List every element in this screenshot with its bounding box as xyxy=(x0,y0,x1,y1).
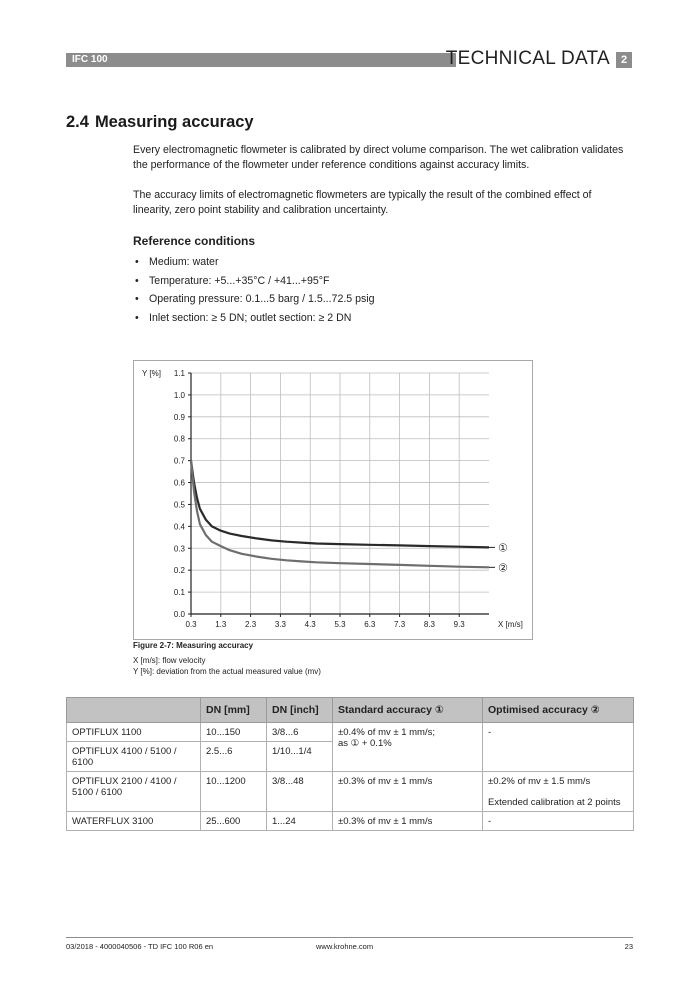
intro-paragraph-1: Every electromagnetic flowmeter is calibrated by direct volume comparison. The wet calibration validates the performance of the flowmeter under reference conditions against accuracy limits. xyxy=(133,144,624,171)
table-cell: 10...1200 xyxy=(201,772,267,812)
reference-conditions-heading: Reference conditions xyxy=(133,234,256,248)
accuracy-table xyxy=(66,697,634,831)
x-tick-label: 3.3 xyxy=(274,620,286,629)
footer-page-number: 23 xyxy=(624,942,633,951)
y-tick-label: 0.2 xyxy=(173,566,185,576)
table-cell: - xyxy=(483,723,634,772)
standard-accuracy-line: as ① + 0.1% xyxy=(338,738,392,749)
table-cell: 1...24 xyxy=(267,812,333,831)
footer-divider xyxy=(66,937,633,938)
y-tick-label: 0.8 xyxy=(173,434,185,444)
figure-legend-x: X [m/s]: flow velocity xyxy=(133,656,206,665)
table-cell: OPTIFLUX 2100 / 4100 / 5100 / 6100 xyxy=(67,772,201,812)
table-row xyxy=(67,772,634,812)
table-row xyxy=(67,723,634,742)
page-header xyxy=(66,48,632,69)
table-cell: OPTIFLUX 1100 xyxy=(67,723,201,742)
intro-paragraph-2: The accuracy limits of electromagnetic flowmeters are typically the result of the combined effect of linearity, zero point stability and calibration uncertainty. xyxy=(133,189,592,216)
x-tick-label: 8.3 xyxy=(423,620,435,629)
footer-website: www.krohne.com xyxy=(316,942,374,951)
table-cell: ±0.3% of mv ± 1 mm/s xyxy=(333,772,483,812)
figure-legend-y: Y [%]: deviation from the actual measured value (mv) xyxy=(133,667,321,676)
table-cell xyxy=(483,772,634,812)
footer-doc-id: 03/2018 - 4000040506 - TD IFC 100 R06 en xyxy=(66,942,214,951)
standard-accuracy-line: ±0.4% of mv ± 1 mm/s; xyxy=(338,727,436,738)
optimised-accuracy-line: ±0.2% of mv ± 1.5 mm/s xyxy=(488,776,591,787)
y-tick-label: 0.4 xyxy=(173,522,185,532)
section-title-text: Measuring accuracy xyxy=(94,113,254,131)
section-title xyxy=(66,113,254,132)
table-cell: 10...150 xyxy=(201,723,267,742)
series-label-2: ② xyxy=(498,561,508,575)
table-cell xyxy=(333,723,483,772)
table-row xyxy=(67,812,634,831)
list-item: • Inlet section: ≥ 5 DN; outlet section: ≥ 2 DN xyxy=(133,309,375,328)
y-tick-label: 0.9 xyxy=(173,412,185,422)
table-header xyxy=(67,698,201,723)
x-tick-label: 4.3 xyxy=(304,620,316,629)
table-cell: - xyxy=(483,812,634,831)
table-cell: 2.5...6 xyxy=(201,742,267,772)
x-tick-label: 0.3 xyxy=(185,620,197,629)
table-header: Optimised accuracy ② xyxy=(483,698,634,723)
accuracy-chart xyxy=(133,360,533,640)
y-tick-label: 0.3 xyxy=(173,544,185,554)
section-number-badge: 2 xyxy=(616,52,632,68)
x-tick-label: 6.3 xyxy=(364,620,376,629)
table-cell: OPTIFLUX 4100 / 5100 / 6100 xyxy=(67,742,201,772)
x-tick-label: 1.3 xyxy=(215,620,227,629)
y-tick-label: 0.0 xyxy=(173,610,185,619)
y-tick-label: 0.5 xyxy=(173,500,185,510)
x-axis-label: X [m/s] xyxy=(498,620,523,629)
section-name: TECHNICAL DATA xyxy=(445,48,610,69)
table-header: DN [inch] xyxy=(267,698,333,723)
header-bar xyxy=(66,53,456,67)
y-tick-label: 0.1 xyxy=(173,588,185,598)
table-cell: 1/10...1/4 xyxy=(267,742,333,772)
table-cell: WATERFLUX 3100 xyxy=(67,812,201,831)
accuracy-chart-svg xyxy=(134,361,532,639)
table-cell: 3/8...48 xyxy=(267,772,333,812)
reference-conditions-list xyxy=(133,253,375,327)
table-cell: 3/8...6 xyxy=(267,723,333,742)
x-tick-label: 9.3 xyxy=(453,620,465,629)
series-label-1: ① xyxy=(498,541,508,555)
x-tick-label: 5.3 xyxy=(334,620,346,629)
table-header: DN [mm] xyxy=(201,698,267,723)
y-tick-label: 0.7 xyxy=(173,456,185,466)
table-header: Standard accuracy ① xyxy=(333,698,483,723)
y-tick-label: 1.0 xyxy=(173,390,185,400)
list-item: • Medium: water xyxy=(133,253,375,272)
list-item: • Temperature: +5...+35°C / +41...+95°F xyxy=(133,272,375,291)
y-tick-label: 1.1 xyxy=(173,369,185,378)
product-name: IFC 100 xyxy=(72,54,108,65)
x-tick-label: 2.3 xyxy=(245,620,257,629)
section-title-number: 2.4 xyxy=(66,113,89,131)
table-header-row xyxy=(67,698,634,723)
y-axis-label: Y [%] xyxy=(142,369,161,378)
x-tick-label: 7.3 xyxy=(394,620,406,629)
optimised-accuracy-note: Extended calibration at 2 points xyxy=(488,797,621,808)
table-cell: 25...600 xyxy=(201,812,267,831)
y-tick-label: 0.6 xyxy=(173,478,185,488)
table-cell: ±0.3% of mv ± 1 mm/s xyxy=(333,812,483,831)
list-item: • Operating pressure: 0.1...5 barg / 1.5...72.5 psig xyxy=(133,290,375,309)
figure-caption: Figure 2-7: Measuring accuracy xyxy=(133,641,254,650)
